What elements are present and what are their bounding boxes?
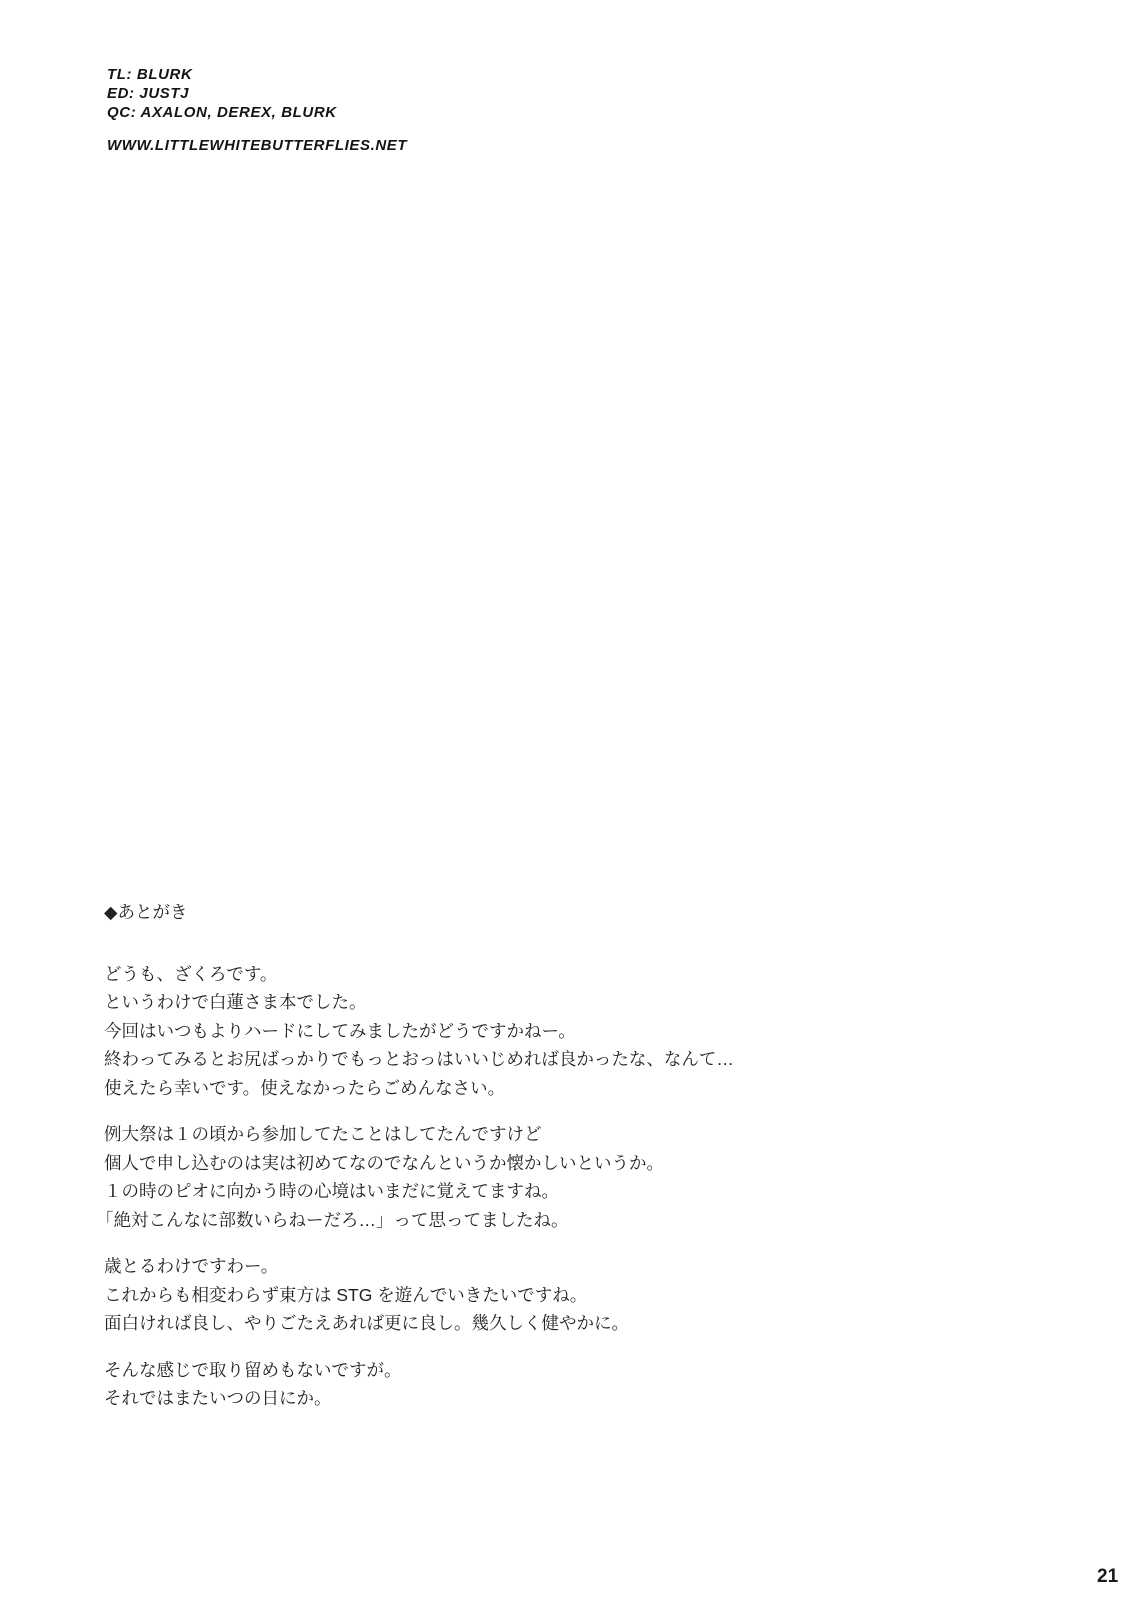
text-line: 終わってみるとお尻ばっかりでもっとおっはいいじめれば良かったな、なんて… [104, 1049, 734, 1069]
afterword-heading: ◆あとがき [104, 902, 188, 922]
page-number: 21 [1097, 1566, 1119, 1587]
text-line: というわけで白蓮さま本でした。 [104, 992, 367, 1012]
text-line: 使えたら幸いです。使えなかったらごめんなさい。 [104, 1077, 506, 1098]
credits-block [107, 65, 407, 155]
text-line: 個人で申し込むのは実は初めてなのでなんというか懐かしいというか。 [104, 1152, 664, 1173]
afterword-paragraph-4 [104, 1356, 734, 1413]
text-line: そんな感じで取り留めもないですが。 [104, 1359, 402, 1380]
text-line: どうも、ざくろです。 [104, 963, 278, 984]
afterword-paragraph-2 [96, 1120, 734, 1234]
credit-line-qc: QC: AXALON, DEREX, BLURK [107, 104, 337, 121]
afterword-section [96, 898, 734, 1431]
text-line: 今回はいつもよりハードにしてみましたがどうですかねー。 [104, 1020, 576, 1041]
text-line: これからも相変わらず東方は STG を遊んでいきたいですね。 [104, 1284, 588, 1305]
text-line: 「絶対こんなに部数いらねーだろ…」って思ってましたね。 [96, 1209, 569, 1230]
text-line: それではまたいつの日にか。 [104, 1388, 332, 1408]
text-line: 例大祭は１の頃から参加してたことはしてたんですけど [104, 1124, 542, 1144]
afterword-paragraph-1 [104, 960, 734, 1103]
credit-line-tl: TL: BLURK [107, 66, 193, 83]
text-line: １の時のピオに向かう時の心境はいまだに覚えてますね。 [104, 1181, 559, 1201]
text-line: 歳とるわけですわー。 [104, 1256, 279, 1276]
credit-line-ed: ED: JUSTJ [107, 85, 190, 102]
credits-url: WWW.LITTLEWHITEBUTTERFLIES.NET [107, 137, 408, 154]
afterword-paragraph-3 [104, 1252, 734, 1338]
text-line: 面白ければ良し、やりごたえあれば更に良し。幾久しく健やかに。 [104, 1313, 629, 1333]
